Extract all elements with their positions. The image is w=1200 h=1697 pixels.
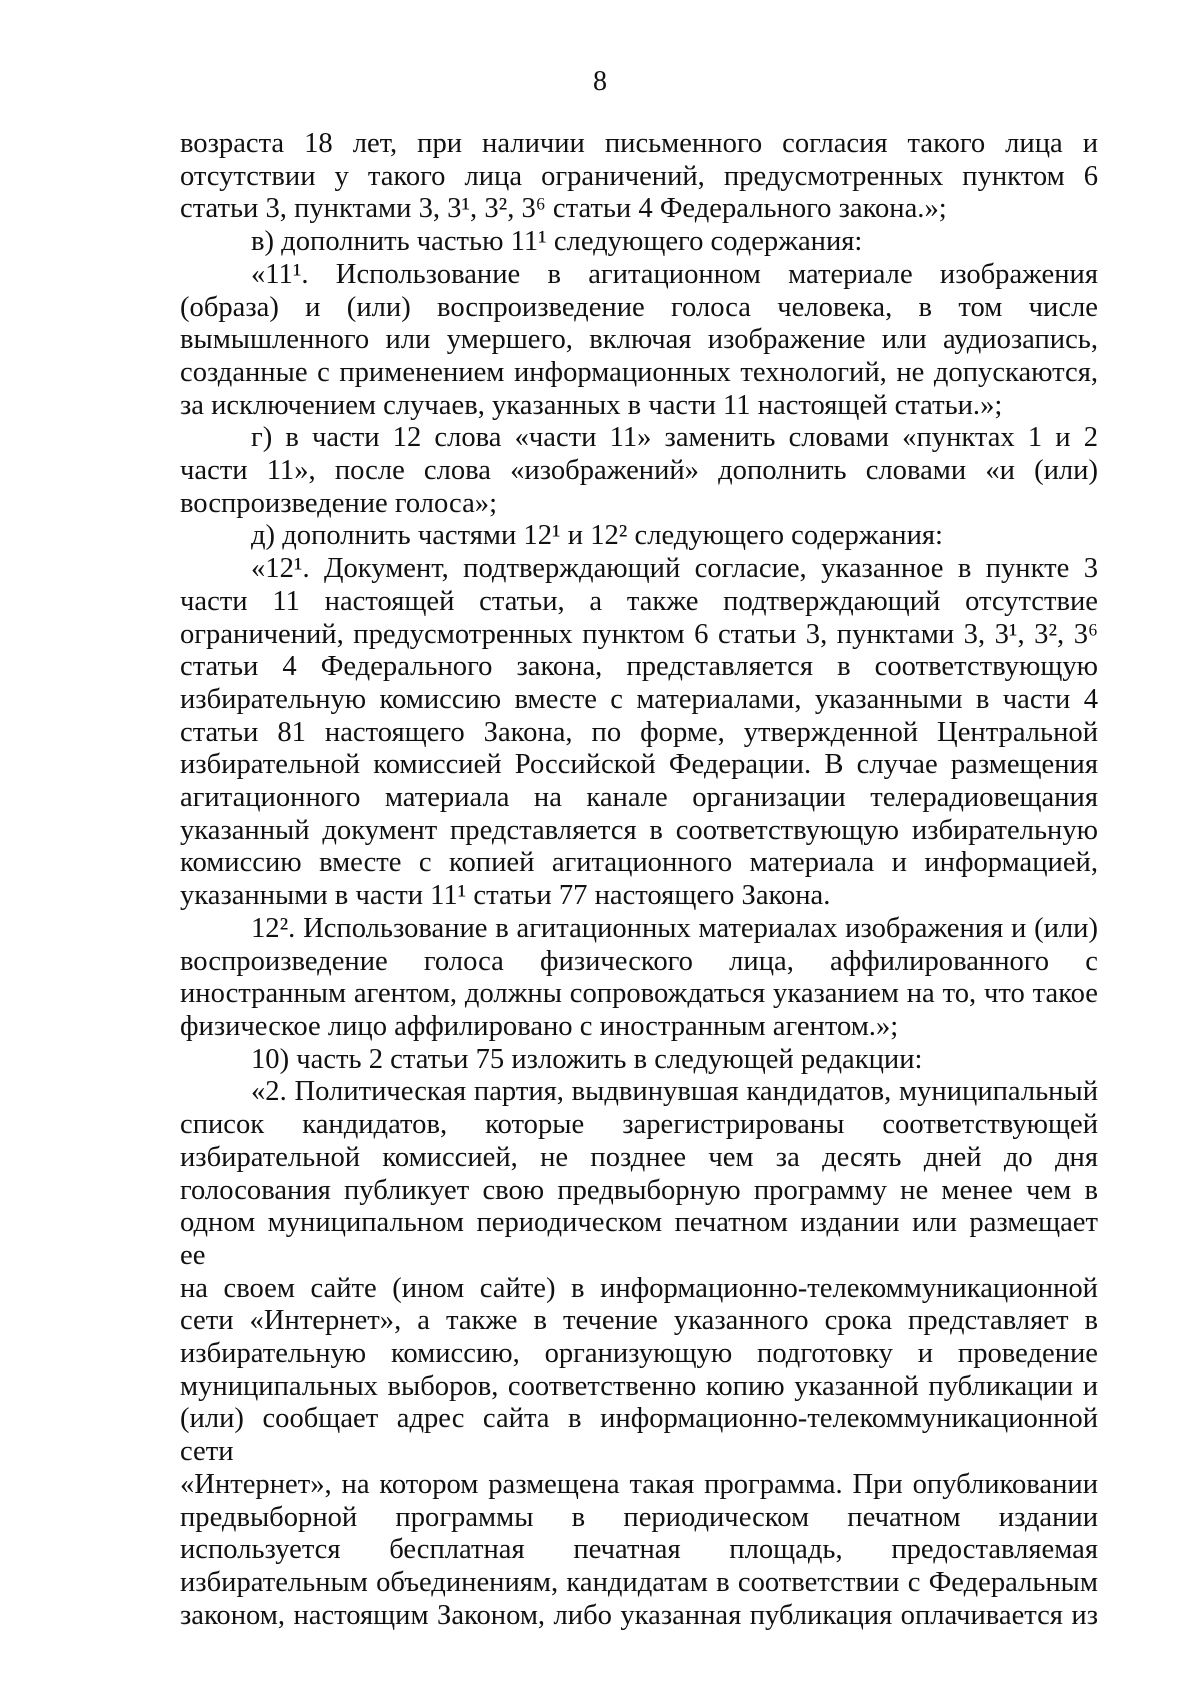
text-line: иностранным агентом, должны сопровождаться указанием на то, что такое [180, 978, 1098, 1010]
text-line: созданные с применением информационных технологий, не допускаются, [180, 356, 1098, 388]
text-line: указанный документ представляется в соответствующую избирательную [180, 814, 1098, 846]
text-line: предвыборной программы в периодическом печатном издании [180, 1501, 1098, 1533]
text-line: части 11», после слова «изображений» дополнить словами «и (или) [180, 455, 1098, 487]
text-line: воспроизведение голоса физического лица, аффилированного с [180, 945, 1098, 977]
text-line: «12¹. Документ, подтверждающий согласие, указанное в пункте 3 [251, 553, 1098, 585]
text-line: указанными в части 11¹ статьи 77 настоящего Закона. [180, 880, 831, 912]
text-line: законом, настоящим Законом, либо указанная публикация оплачивается из [180, 1599, 1098, 1631]
text-line: избирательную комиссию, организующую подготовку и проведение [180, 1338, 1098, 1370]
text-line: ограничений, предусмотренных пунктом 6 статьи 3, пунктами 3, 3¹, 3², 3⁶ [180, 618, 1098, 650]
text-line: (или) сообщает адрес сайта в информационно-телекоммуникационной сети [180, 1403, 1098, 1468]
text-line: избирательным объединениям, кандидатам в соответствии с Федеральным [180, 1566, 1098, 1598]
text-line: статьи 81 настоящего Закона, по форме, утвержденной Центральной [180, 716, 1098, 748]
text-line: в) дополнить частью 11¹ следующего содержания: [251, 226, 863, 258]
text-line: г) в части 12 слова «части 11» заменить словами «пунктах 1 и 2 [251, 422, 1098, 454]
text-line: физическое лицо аффилировано с иностранным агентом.»; [180, 1010, 899, 1042]
text-line: д) дополнить частями 12¹ и 12² следующего содержания: [251, 520, 944, 552]
text-line: статьи 4 Федерального закона, представляется в соответствующую [180, 651, 1098, 683]
text-line: 10) часть 2 статьи 75 изложить в следующей редакции: [251, 1043, 923, 1075]
text-line: отсутствии у такого лица ограничений, предусмотренных пунктом 6 [180, 160, 1098, 192]
text-line: (образа) и (или) воспроизведение голоса человека, в том числе [180, 291, 1098, 323]
text-line: избирательную комиссию вместе с материалами, указанными в части 4 [180, 683, 1098, 715]
text-line: возраста 18 лет, при наличии письменного согласия такого лица и [180, 128, 1098, 159]
text-line: одном муниципальном периодическом печатном издании или размещает ее [180, 1207, 1098, 1271]
text-line: комиссию вместе с копией агитационного материала и информацией, [180, 847, 1098, 879]
text-line: используется бесплатная печатная площадь, предоставляемая [180, 1534, 1098, 1566]
text-line: избирательной комиссией Российской Федерации. В случае размещения [180, 749, 1098, 781]
text-line: агитационного материала на канале организации телерадиовещания [180, 782, 1098, 814]
text-line: «2. Политическая партия, выдвинувшая кандидатов, муниципальный [251, 1076, 1098, 1108]
text-line: голосования публикует свою предвыборную программу не менее чем в [180, 1174, 1098, 1206]
text-line: статьи 3, пунктами 3, 3¹, 3², 3⁶ статьи 4 Федерального закона.»; [180, 193, 947, 225]
text-line: на своем сайте (ином сайте) в информационно-телекоммуникационной [180, 1272, 1098, 1304]
text-line: за исключением случаев, указанных в части 11 настоящей статьи.»; [180, 389, 1003, 421]
page-number: 8 [593, 66, 607, 97]
text-line: список кандидатов, которые зарегистрированы соответствующей [180, 1109, 1098, 1141]
text-line: избирательной комиссией, не позднее чем за десять дней до дня [180, 1141, 1098, 1173]
text-line: муниципальных выборов, соответственно копию указанной публикации и [180, 1370, 1098, 1402]
text-line: «11¹. Использование в агитационном материале изображения [251, 258, 1098, 290]
document-body [180, 128, 1098, 1632]
text-line: части 11 настоящей статьи, а также подтверждающий отсутствие [180, 585, 1098, 617]
text-line: вымышленного или умершего, включая изображение или аудиозапись, [180, 324, 1098, 356]
text-line: воспроизведение голоса»; [180, 487, 498, 519]
text-line: «Интернет», на котором размещена такая программа. При опубликовании [180, 1468, 1098, 1500]
text-line: сети «Интернет», а также в течение указанного срока представляет в [180, 1305, 1098, 1337]
text-line: 12². Использование в агитационных материалах изображения и (или) [251, 912, 1098, 944]
